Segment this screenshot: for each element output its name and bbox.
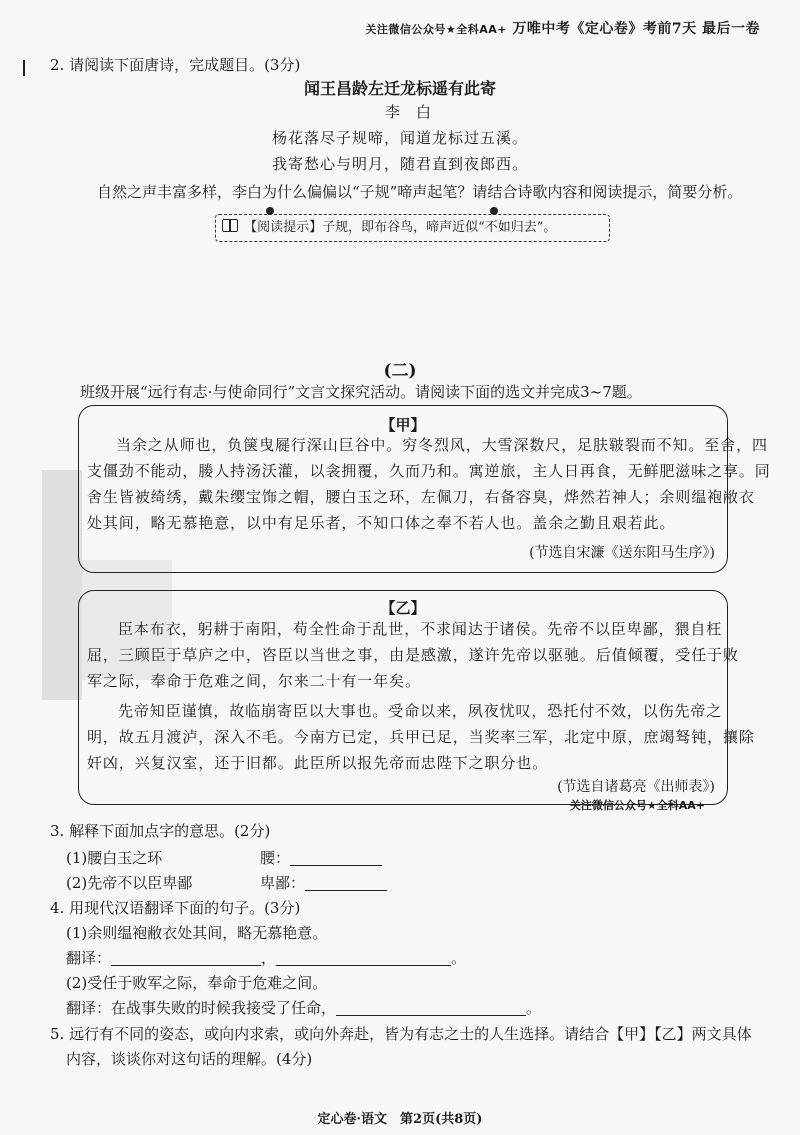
section-heading: (二) xyxy=(383,361,417,381)
passage-jia-line-4: 处其间，略无慕艳意，以中有足乐者，不知口体之奉不若人也。盖余之勤且艰若此。 xyxy=(87,514,676,532)
inline-watermark: 关注微信公众号★全科AA+ xyxy=(569,799,705,812)
q4-answer-1a-blank[interactable] xyxy=(111,949,261,966)
poem-line-2: 我寄愁心与明月，随君直到夜郎西。 xyxy=(271,155,528,173)
reading-hint-text: 【阅读提示】子规，即布谷鸟，啼声近似“不如归去”。 xyxy=(244,220,557,235)
page-footer: 定心卷·语文 第2页(共8页) xyxy=(317,1112,483,1127)
passage-yi-line-6: 奸凶，兴复汉室，还于旧都。此臣所以报先帝而忠陛下之职分也。 xyxy=(87,754,549,772)
passage-yi-source: (节选自诸葛亮《出师表》) xyxy=(557,779,715,795)
q4-answer-2-blank[interactable] xyxy=(336,999,526,1016)
q3-term-1 xyxy=(260,847,382,868)
q5-prompt-line-1: 5. 远行有不同的姿态，或向内求索，或向外奔赴，皆为有志之士的人生选择。请结合【甲】【乙】两文具体 xyxy=(50,1025,752,1043)
q4-translation-2-text: 翻译：在战事失败的时候我接受了任命， xyxy=(66,999,337,1017)
q4-translation-1 xyxy=(66,947,466,968)
q4-translation-2 xyxy=(66,997,541,1018)
q4-prompt: 4. 用现代汉语翻译下面的句子。(3分) xyxy=(50,899,301,917)
passage-yi-line-2: 屈，三顾臣于草庐之中，咨臣以当世之事，由是感激，遂许先帝以驱驰。后值倾覆，受任于败 xyxy=(87,646,739,664)
poem-line-1: 杨花落尽子规啼，闻道龙标过五溪。 xyxy=(271,129,528,147)
q3-prompt: 3. 解释下面加点字的意思。(2分) xyxy=(50,822,271,840)
passage-jia-source: (节选自宋濂《送东阳马生序》) xyxy=(529,545,715,561)
q4-answer-1b-blank[interactable] xyxy=(276,949,451,966)
q3-item-2: (2)先帝不以臣卑鄙 xyxy=(66,874,193,892)
q2-prompt: 2. 请阅读下面唐诗，完成题目。(3分) xyxy=(50,56,301,74)
poem-title: 闻王昌龄左迁龙标遥有此寄 xyxy=(303,79,496,98)
q3-term-1-label: 腰： xyxy=(260,849,291,867)
passage-yi-line-3: 军之际，奉命于危难之间，尔来二十有一年矣。 xyxy=(87,672,421,690)
q3-term-2 xyxy=(260,872,387,893)
passage-jia-line-1: 当余之从师也，负箧曳屣行深山巨谷中。穷冬烈风，大雪深数尺，足肤皲裂而不知。至舍，四 xyxy=(116,436,768,454)
section-intro: 班级开展“远行有志·与使命同行”文言文探究活动。请阅读下面的选文并完成3~7题。 xyxy=(80,383,642,401)
header-notice: 关注微信公众号★全科AA+ xyxy=(365,23,507,36)
q4-translation-2-end: 。 xyxy=(526,999,542,1017)
q3-term-2-label: 卑鄙： xyxy=(260,874,306,892)
q4-translation-1-mid: ， xyxy=(261,949,277,967)
q3-answer-1-blank[interactable] xyxy=(290,849,382,866)
reading-hint xyxy=(215,214,610,242)
passage-yi-label: 【乙】 xyxy=(380,599,426,617)
header-title: 万唯中考《定心卷》考前7天 最后一卷 xyxy=(512,21,760,37)
q3-answer-2-blank[interactable] xyxy=(305,874,387,891)
passage-yi-line-4: 先帝知臣谨慎，故临崩寄臣以大事也。受命以来，夙夜忧叹，恐托付不效，以伤先帝之 xyxy=(118,702,723,720)
q4-translation-1-end: 。 xyxy=(451,949,467,967)
margin-mark xyxy=(23,60,25,76)
q4-translation-1-label: 翻译： xyxy=(66,949,112,967)
passage-jia-line-3: 舍生皆被绮绣，戴朱缨宝饰之帽，腰白玉之环，左佩刀，右备容臭，烨然若神人；余则缊袍敝衣 xyxy=(87,488,755,506)
passage-yi-line-1: 臣本布衣，躬耕于南阳，苟全性命于乱世，不求闻达于诸侯。先帝不以臣卑鄙，猥自枉 xyxy=(118,620,723,638)
passage-jia-line-2: 支僵劲不能动，媵人持汤沃灌，以衾拥覆，久而乃和。寓逆旅，主人日再食，无鲜肥滋味之享。同 xyxy=(87,462,771,480)
passage-yi-line-5: 明，故五月渡泸，深入不毛。今南方已定，兵甲已足，当奖率三军，北定中原，庶竭驽钝，攘除 xyxy=(87,728,755,746)
q5-prompt-line-2: 内容，谈谈你对这句话的理解。(4分) xyxy=(66,1050,313,1068)
q4-sentence-1: (1)余则缊袍敝衣处其间，略无慕艳意。 xyxy=(66,924,328,942)
q4-sentence-2: (2)受任于败军之际，奉命于危难之间。 xyxy=(66,974,328,992)
page-header xyxy=(365,18,760,38)
book-icon xyxy=(222,219,238,232)
poem-author: 李白 xyxy=(384,103,447,121)
scan-shadow xyxy=(42,470,82,700)
passage-jia-label: 【甲】 xyxy=(380,416,426,434)
q2-question: 自然之声丰富多样，李白为什么偏偏以“子规”啼声起笔？请结合诗歌内容和阅读提示，简要分析。 xyxy=(97,183,743,201)
q3-item-1: (1)腰白玉之环 xyxy=(66,849,163,867)
